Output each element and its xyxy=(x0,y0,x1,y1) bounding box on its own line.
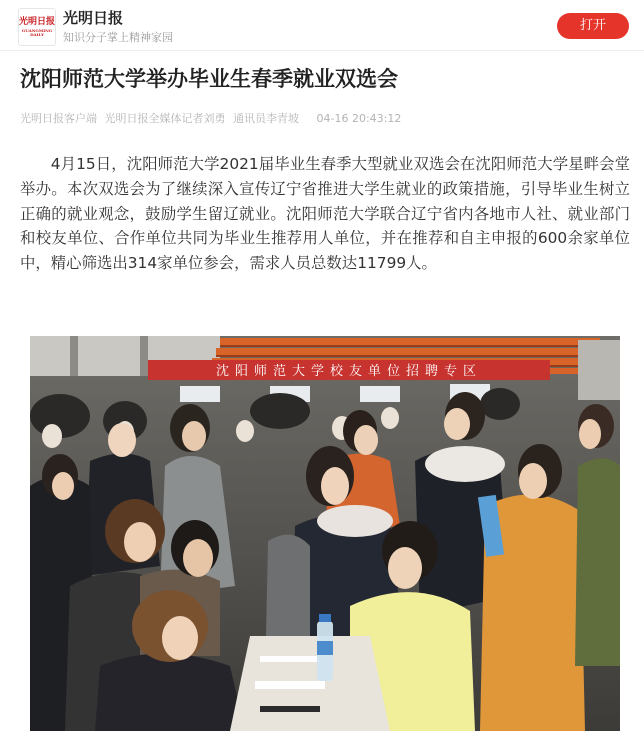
meta-reporter: 光明日报全媒体记者刘勇 xyxy=(104,112,226,125)
logo-text: 光明日报 xyxy=(19,16,56,27)
article-photo xyxy=(30,336,620,731)
guangming-logo xyxy=(18,8,56,46)
article-meta xyxy=(20,110,405,126)
meta-source: 光明日报客户端 xyxy=(20,112,97,125)
open-app-button[interactable]: 打开 xyxy=(557,13,629,39)
app-slogan: 知识分子掌上精神家园 xyxy=(63,31,173,44)
banner-text: 沈阳师范大学校友单位招聘专区 xyxy=(215,364,483,379)
job-fair-photo xyxy=(30,336,620,731)
meta-correspondent: 通讯员李青坡 xyxy=(233,112,299,125)
app-header xyxy=(0,0,644,51)
article-title: 沈阳师范大学举办毕业生春季就业双选会 xyxy=(20,67,398,91)
logo-subtext: GUANGMING DAILY xyxy=(21,27,53,37)
meta-time: 04-16 20:43:12 xyxy=(316,112,402,125)
article-paragraph: 4月15日，沈阳师范大学2021届毕业生春季大型就业双选会在沈阳师范大学星畔会堂举办。本次双选会为了继续深入宣传辽宁省推进大学生就业的政策措施，引导毕业生树立正确的就业观念，鼓励学生留辽就业。沈阳师范大学联合辽宁省内各地市人社、就业部门和校友单位、合作单位共同为毕业生推荐用人单位，并在推荐和自主申报的600余家单位中，精心筛选出314家单位参会，需求人员总数达11799人。 xyxy=(20,155,630,273)
app-name: 光明日报 xyxy=(63,9,124,27)
